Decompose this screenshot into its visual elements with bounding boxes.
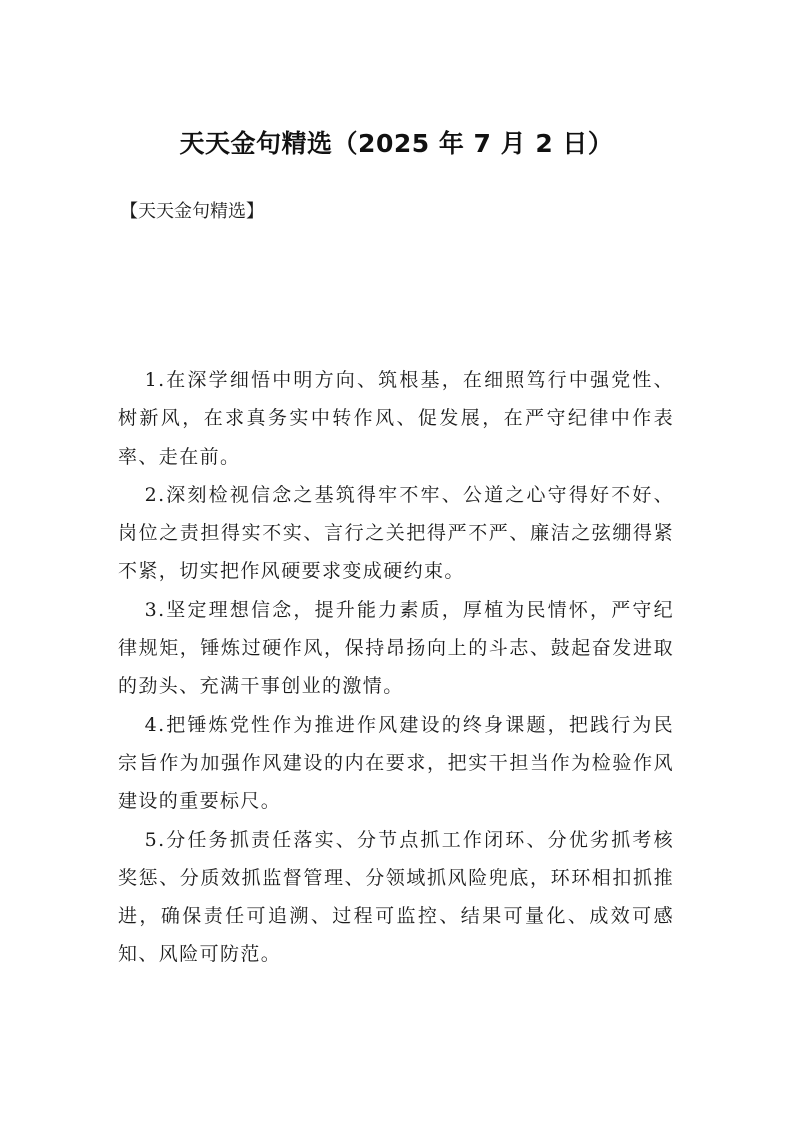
- document-title: 天天金句精选（2025 年 7 月 2 日）: [179, 129, 614, 158]
- paragraph-4: 4.把锤炼党性作为推进作风建设的终身课题，把践行为民宗旨作为加强作风建设的内在要求，把实干担当作为检验作风建设的重要标尺。: [118, 713, 674, 813]
- paragraph-2: 2.深刻检视信念之基筑得牢不牢、公道之心守得好不好、岗位之责担得实不实、言行之关把得严不严、廉洁之弦绷得紧不紧，切实把作风硬要求变成硬约束。: [118, 483, 674, 583]
- section-label: 【天天金句精选】: [120, 201, 264, 222]
- paragraph-5: 5.分任务抓责任落实、分节点抓工作闭环、分优劣抓考核奖惩、分质效抓监督管理、分领域抓风险兜底，环环相扣抓推进，确保责任可追溯、过程可监控、结果可量化、成效可感知、风险可防范。: [118, 828, 674, 966]
- paragraph-3: 3.坚定理想信念，提升能力素质，厚植为民情怀，严守纪律规矩，锤炼过硬作风，保持昂扬向上的斗志、鼓起奋发进取的劲头、充满干事创业的激情。: [118, 598, 674, 698]
- paragraph-1: 1.在深学细悟中明方向、筑根基，在细照笃行中强党性、树新风，在求真务实中转作风、促发展，在严守纪律中作表率、走在前。: [118, 369, 674, 468]
- document-body: [118, 361, 674, 974]
